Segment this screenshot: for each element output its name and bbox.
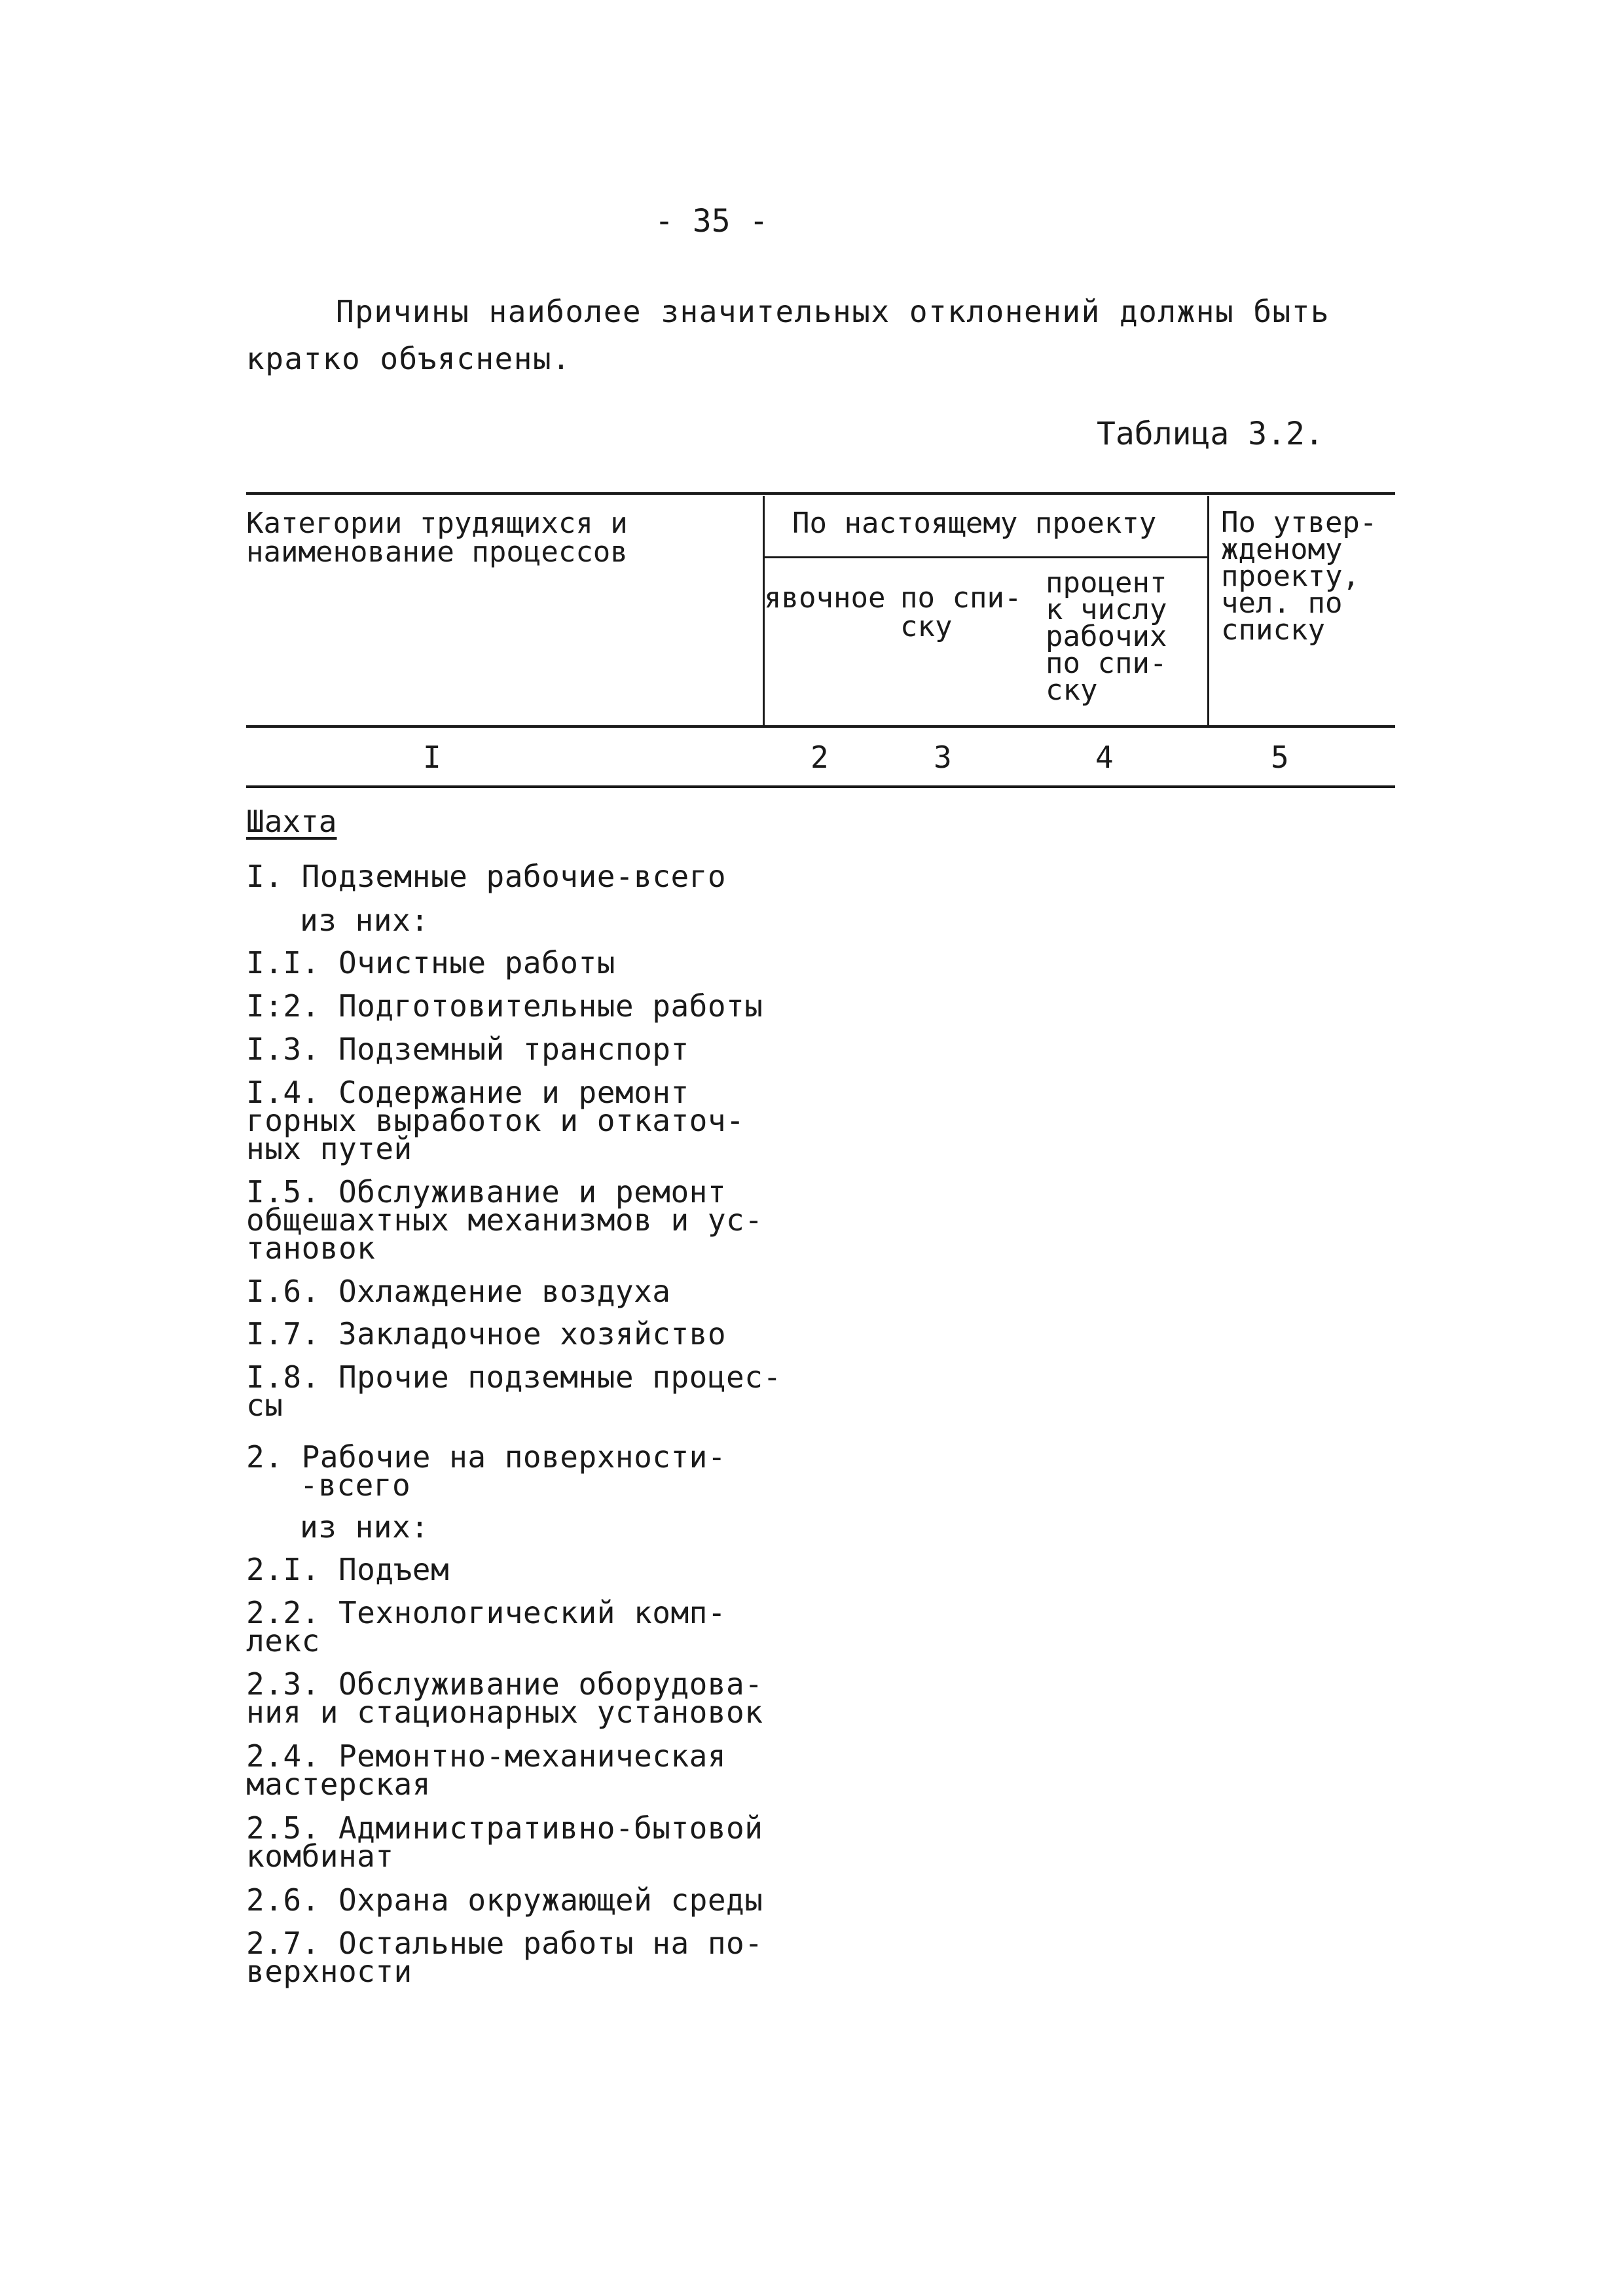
header-current-project: По настоящему проекту [792, 507, 1157, 540]
column-number-3: 3 [934, 740, 952, 775]
group-divider [763, 556, 1208, 558]
table-row [246, 1552, 783, 1587]
column-number-1: I [423, 740, 441, 775]
table-top-rule [246, 492, 1395, 495]
table-row [246, 988, 783, 1024]
row-label: I.6. Охлаждение воздуха [246, 1274, 671, 1309]
row-label: 2.6. Охрана окружающей среды [246, 1882, 763, 1918]
column-divider-2 [1207, 496, 1209, 725]
page-number: - 35 - [655, 203, 769, 240]
header-by-list: по спи- ску [900, 581, 1022, 643]
column-number-5: 5 [1271, 740, 1289, 775]
row-label: 2. Рабочие на поверхности- -всего [246, 1439, 727, 1503]
column-number-4: 4 [1095, 740, 1114, 775]
numbers-bottom-rule [246, 785, 1395, 788]
table-row [246, 859, 783, 894]
table-row [246, 1031, 783, 1067]
table-row [300, 1509, 837, 1545]
row-label: из них: [300, 1509, 429, 1545]
row-label: 2.7. Остальные работы на по- верхности [246, 1926, 763, 1989]
row-label: I.3. Подземный транспорт [246, 1031, 689, 1067]
table-row [246, 1075, 783, 1166]
header-bottom-rule [246, 725, 1395, 728]
header-attendance: явочное [764, 581, 886, 615]
table-row [246, 1666, 783, 1730]
row-label: I.I. Очистные работы [246, 945, 615, 980]
table-row [246, 1738, 783, 1802]
row-label: из них: [300, 903, 429, 938]
header-category: Категории трудящихся и наименование процессов [246, 507, 628, 569]
row-label: I.4. Содержание и ремонт горных выработок и откаточ- ных путей [246, 1075, 745, 1166]
row-label: 2.2. Технологический комп- лекс [246, 1595, 727, 1659]
table-row [246, 945, 783, 980]
table-row [246, 1274, 783, 1309]
row-label: I.7. Закладочное хозяйство [246, 1316, 727, 1352]
row-label: I:2. Подготовительные работы [246, 988, 763, 1024]
table-row [246, 1810, 783, 1874]
header-percent: процент к числу рабочих по спи- ску [1046, 566, 1167, 707]
row-label: I.5. Обслуживание и ремонт общешахтных механизмов и ус- тановок [246, 1174, 763, 1266]
table-row [246, 1926, 783, 1989]
row-label: I. Подземные рабочие-всего [246, 859, 727, 894]
table-row [246, 1595, 783, 1659]
table-row [246, 1882, 783, 1918]
row-label: 2.I. Подъем [246, 1552, 450, 1587]
row-label: I.8. Прочие подземные процес- сы [246, 1359, 782, 1423]
row-label: 2.5. Административно-бытовой комбинат [246, 1810, 763, 1874]
table-row [246, 1439, 783, 1503]
intro-paragraph: Причины наиболее значительных отклонений должны быть кратко объяснены. [246, 294, 1330, 376]
table-row [246, 1316, 783, 1352]
header-approved-project: По утвер- жденому проекту, чел. по списку [1221, 506, 1377, 647]
table-row [246, 1359, 783, 1423]
row-label: 2.4. Ремонтно-механическая мастерская [246, 1738, 727, 1802]
table-caption: Таблица 3.2. [1097, 416, 1324, 452]
table-row [300, 903, 837, 938]
row-label: 2.3. Обслуживание оборудова- ния и стационарных установок [246, 1666, 763, 1730]
column-number-2: 2 [811, 740, 829, 775]
section-heading: Шахта [246, 804, 337, 839]
table-row [246, 1174, 783, 1266]
